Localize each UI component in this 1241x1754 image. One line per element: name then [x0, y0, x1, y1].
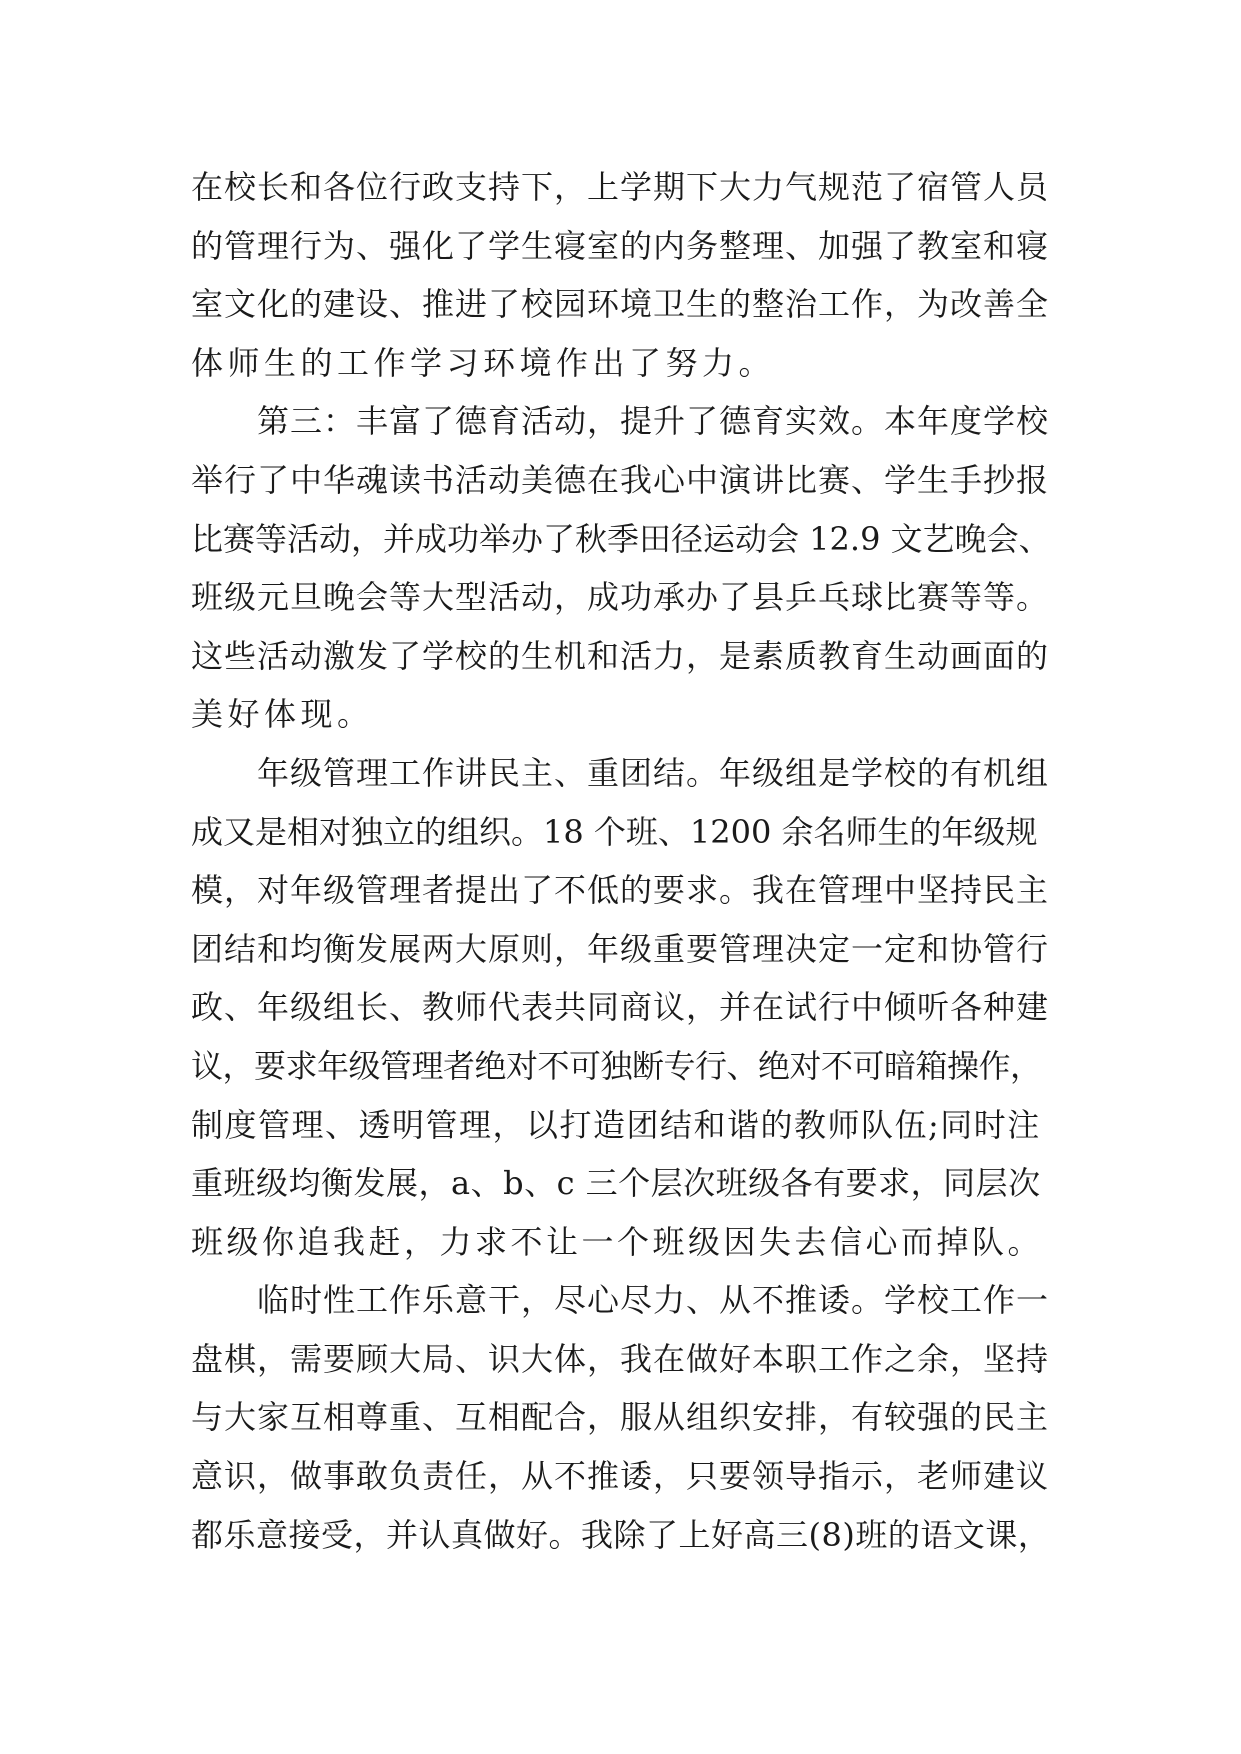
text-line: 模，对年级管理者提出了不低的要求。我在管理中坚持民主 [191, 871, 1050, 910]
text-line: 在校长和各位行政支持下，上学期下大力气规范了宿管人员 [191, 168, 1050, 206]
text-line: 的管理行为、强化了学生寝室的内务整理、加强了教室和寝 [191, 226, 1050, 265]
text-line: 比赛等活动，并成功举办了秋季田径运动会 12.9 文艺晚会、 [191, 519, 1051, 558]
text-line: 与大家互相尊重、互相配合，服从组织安排，有较强的民主 [191, 1398, 1050, 1437]
text-line: 年级管理工作讲民主、重团结。年级组是学校的有机组 [257, 753, 1050, 792]
text-line: 制度管理、透明管理，以打造团结和谐的教师队伍;同时注 [191, 1105, 1041, 1144]
text-line: 班级元旦晚会等大型活动，成功承办了县乒乓球比赛等等。 [191, 578, 1050, 617]
text-line: 政、年级组长、教师代表共同商议，并在试行中倾听各种建 [191, 988, 1050, 1027]
text-line: 意识，做事敢负责任，从不推诿，只要领导指示，老师建议 [191, 1457, 1050, 1496]
document-body [191, 158, 1051, 1564]
text-line: 班级你追我赶，力求不让一个班级因失去信心而掉队。 [191, 1222, 1044, 1261]
text-line: 举行了中华魂读书活动美德在我心中演讲比赛、学生手抄报 [191, 460, 1050, 499]
text-line: 美好体现。 [191, 695, 374, 734]
text-line: 第三：丰富了德育活动，提升了德育实效。本年度学校 [257, 402, 1050, 441]
text-line: 体师生的工作学习环境作出了努力。 [191, 343, 776, 382]
text-line: 重班级均衡发展，a、b、c 三个层次班级各有要求，同层次 [191, 1164, 1041, 1203]
text-line: 团结和均衡发展两大原则，年级重要管理决定一定和协管行 [191, 929, 1050, 968]
text-line: 都乐意接受，并认真做好。我除了上好高三(8)班的语文课， [191, 1515, 1051, 1554]
text-line: 临时性工作乐意干，尽心尽力、从不推诿。学校工作一 [257, 1281, 1050, 1320]
text-line: 成又是相对独立的组织。18 个班、1200 余名师生的年级规 [191, 812, 1038, 851]
text-line: 室文化的建设、推进了校园环境卫生的整治工作，为改善全 [191, 285, 1050, 324]
text-line: 这些活动激发了学校的生机和活力，是素质教育生动画面的 [191, 636, 1050, 675]
text-line: 议，要求年级管理者绝对不可独断专行、绝对不可暗箱操作， [191, 1046, 1042, 1085]
text-line: 盘棋，需要顾大局、识大体，我在做好本职工作之余，坚持 [191, 1339, 1050, 1378]
